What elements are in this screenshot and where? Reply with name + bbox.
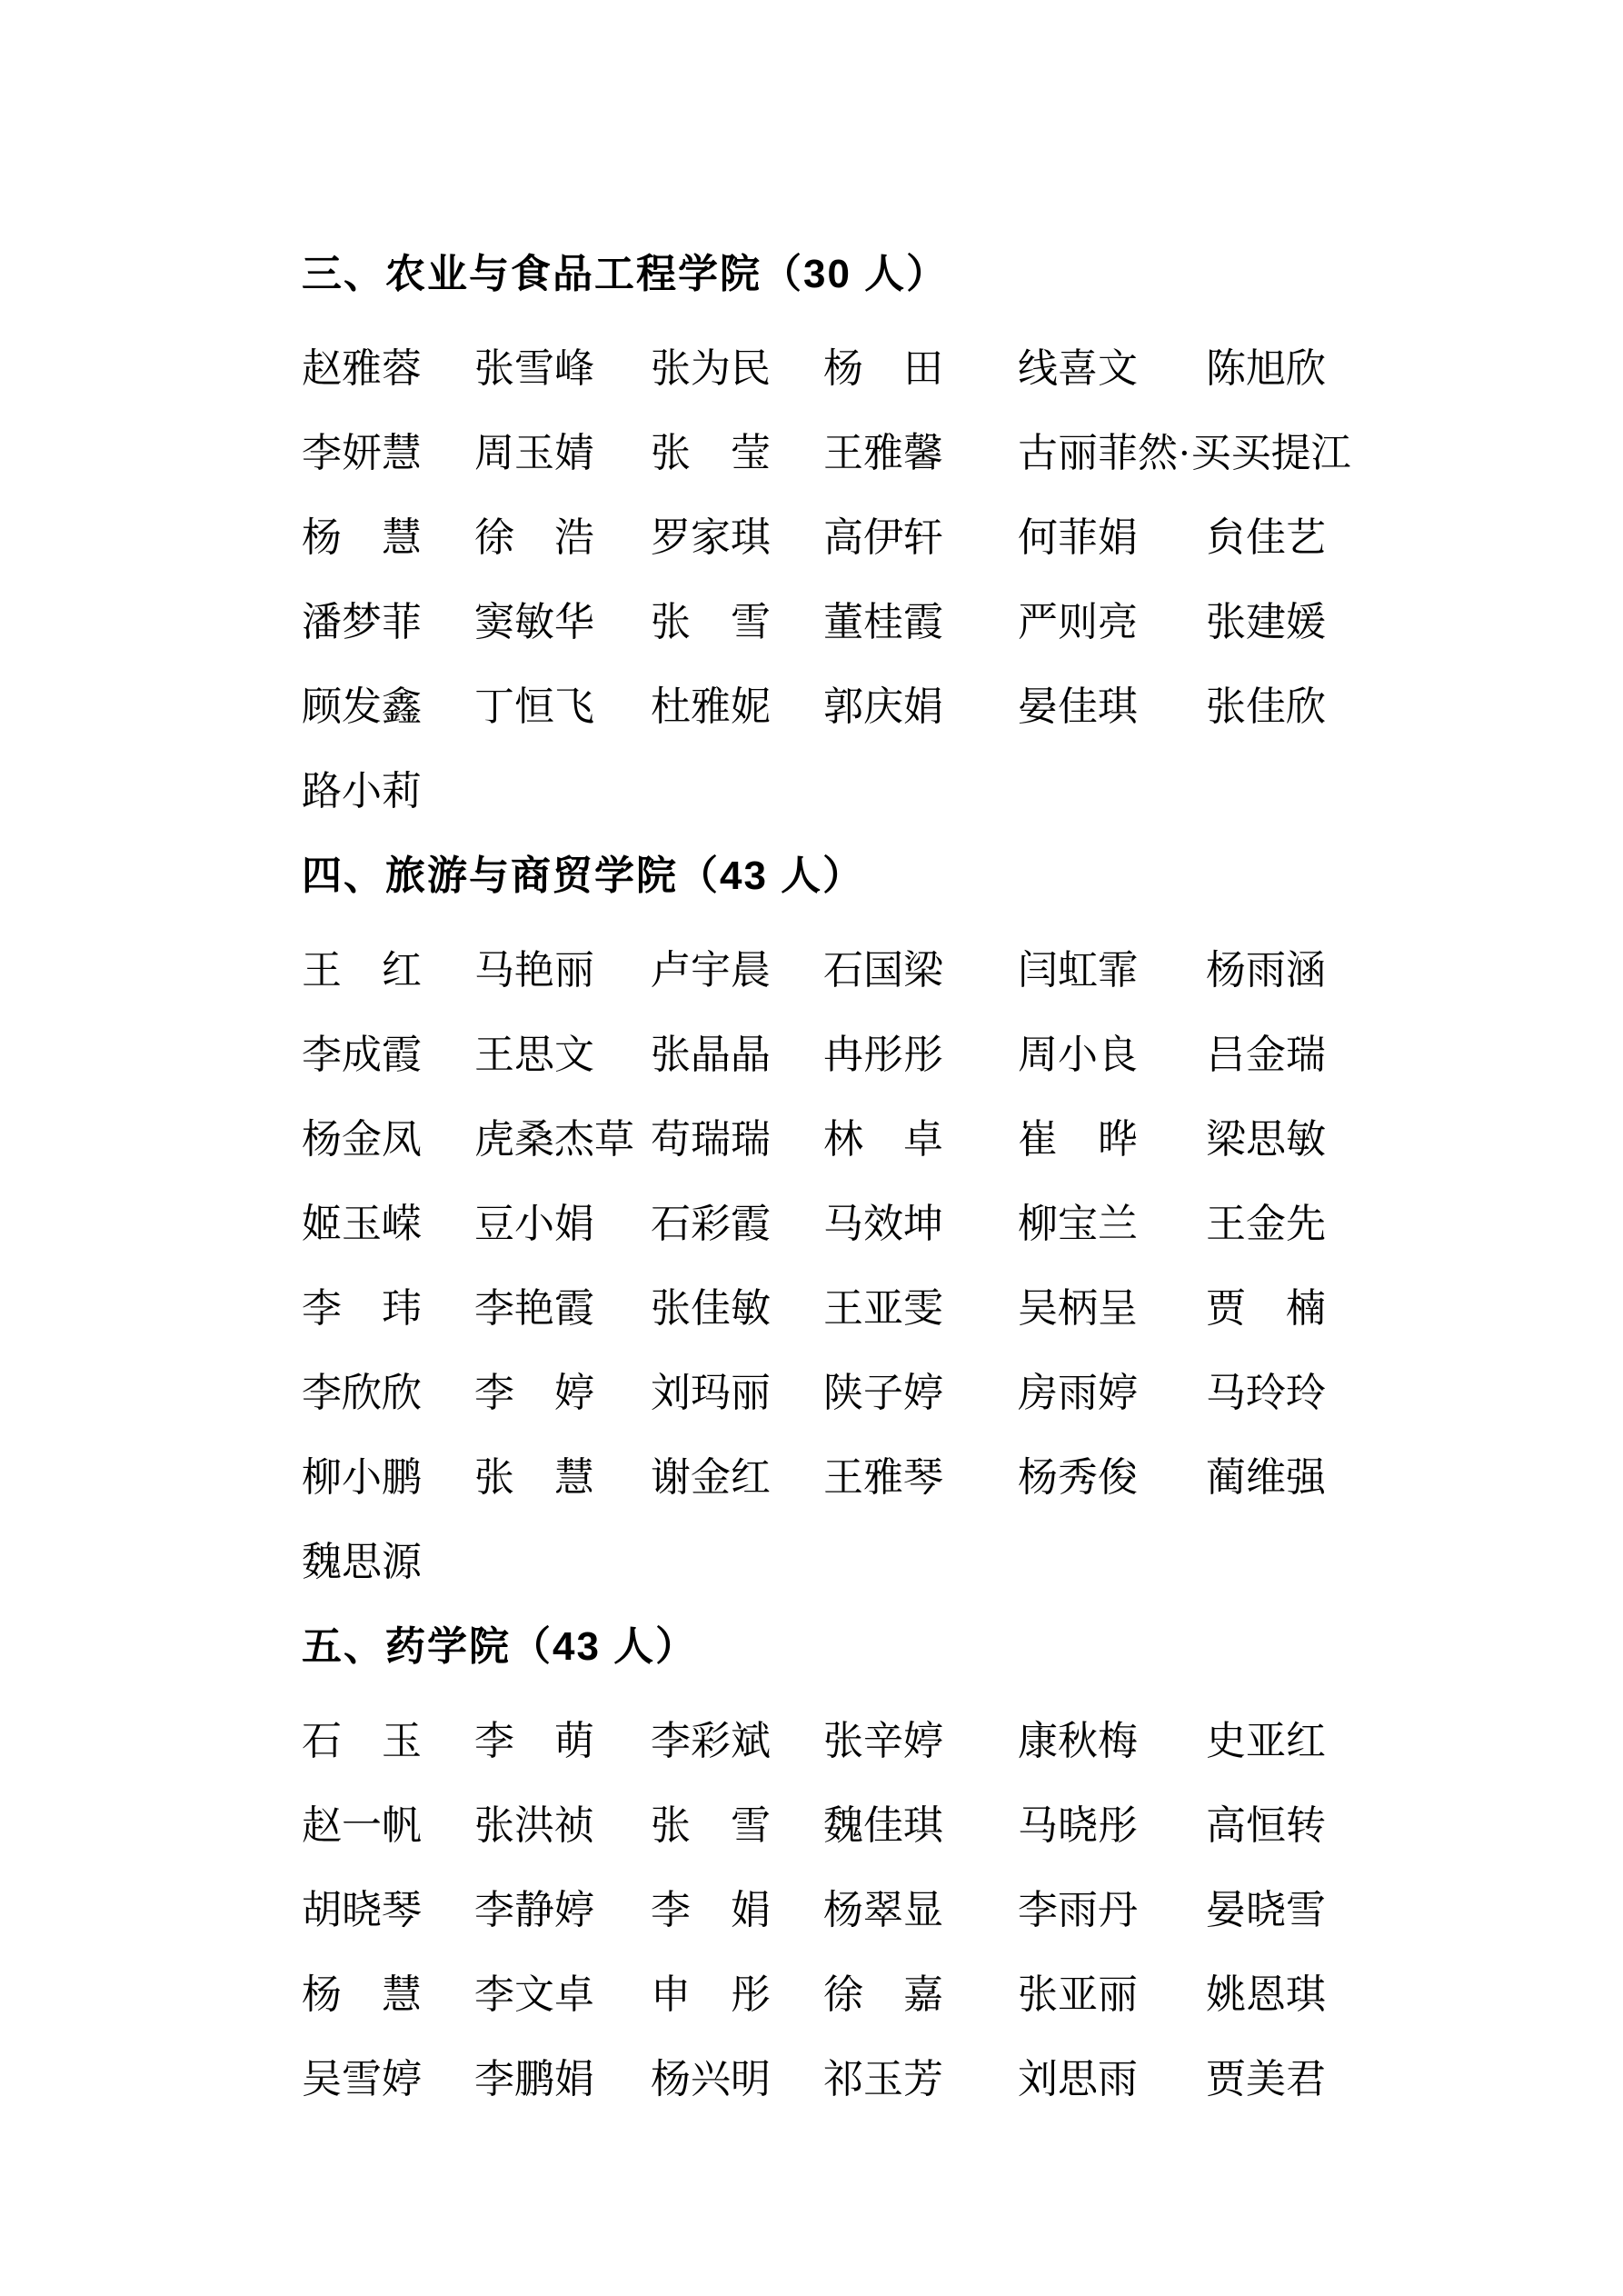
student-name: 吕金瑞	[1206, 1033, 1326, 1077]
student-name: 杨金凤	[302, 1117, 422, 1162]
student-name: 马效坤	[823, 1202, 943, 1246]
student-name: 晏佳琪	[1018, 684, 1138, 729]
student-name: 胡晓琴	[302, 1888, 422, 1932]
student-name: 刘玛丽	[651, 1371, 771, 1415]
student-name: 李静婷	[474, 1888, 594, 1932]
student-name: 梁思敏	[1206, 1117, 1326, 1162]
student-name: 魏思源	[302, 1540, 422, 1584]
student-name: 卢宇晨	[651, 948, 771, 993]
student-name: 康秋梅	[1018, 1719, 1138, 1763]
student-name: 杨 田	[823, 346, 943, 391]
student-name: 史亚红	[1206, 1719, 1326, 1763]
student-name: 徐 嘉	[823, 1972, 943, 2017]
student-name: 张 莹	[651, 431, 771, 475]
student-name: 石彩霞	[651, 1202, 771, 1246]
student-name: 张 雪	[651, 1803, 771, 1848]
student-name: 杨 慧	[302, 1972, 422, 2017]
student-name: 李成霞	[302, 1033, 422, 1077]
student-name: 林 卓	[823, 1117, 943, 1162]
student-name: 魏佳琪	[823, 1803, 943, 1848]
student-name: 杜雅妮	[651, 684, 771, 729]
student-name: 丁恒飞	[474, 684, 594, 729]
student-name: 张为民	[651, 346, 771, 391]
student-name: 杨兴明	[651, 2057, 771, 2101]
student-name: 李 娟	[651, 1888, 771, 1932]
name-row	[302, 1541, 1419, 1625]
section-3	[302, 1625, 1419, 2142]
student-name: 豆小娟	[474, 1202, 594, 1246]
section-title: 四、旅游与商贸学院（43 人）	[302, 854, 865, 898]
student-name: 潘梦菲	[302, 600, 422, 644]
document-content	[302, 253, 1419, 2142]
student-name: 吴柄呈	[1018, 1286, 1138, 1331]
student-name: 石 玉	[302, 1719, 422, 1763]
student-name: 李鹏娟	[474, 2057, 594, 2101]
student-name: 赵一帆	[302, 1803, 422, 1848]
student-name: 王思文	[474, 1033, 594, 1077]
student-name: 高伊轩	[823, 515, 943, 560]
student-name: 张建媛	[1206, 600, 1326, 644]
name-row	[302, 770, 1419, 854]
student-name: 冉彤彤	[823, 1033, 943, 1077]
student-name: 赵雅蓉	[302, 346, 422, 391]
student-name: 王亚雯	[823, 1286, 943, 1331]
student-name: 马晓彤	[1018, 1803, 1138, 1848]
student-name: 柳宝兰	[1018, 1202, 1138, 1246]
student-name: 张洪祯	[474, 1803, 594, 1848]
name-row	[302, 1804, 1419, 1889]
name-row	[302, 2058, 1419, 2142]
student-name: 王雅琴	[823, 1455, 943, 1500]
student-name: 房雨婷	[1018, 1371, 1138, 1415]
student-name: 崔 晔	[1018, 1117, 1138, 1162]
student-name: 祁玉芳	[823, 2057, 943, 2101]
name-row	[302, 1372, 1419, 1456]
student-name: 贠佳艺	[1206, 515, 1326, 560]
student-name: 姬玉嵘	[302, 1202, 422, 1246]
name-row	[302, 1203, 1419, 1287]
student-name: 周玉婧	[474, 431, 594, 475]
student-name: 李雨丹	[1018, 1888, 1138, 1932]
student-name: 张佳敏	[651, 1286, 771, 1331]
name-row	[302, 1973, 1419, 2058]
name-row	[302, 1720, 1419, 1804]
student-name: 石国梁	[823, 948, 943, 993]
student-name: 李 婷	[474, 1371, 594, 1415]
student-name: 虎桑杰草	[474, 1117, 634, 1162]
student-name: 马玲玲	[1206, 1371, 1326, 1415]
student-name: 蔺维强	[1206, 1455, 1326, 1500]
name-row	[302, 1456, 1419, 1541]
student-name: 徐 浩	[474, 515, 594, 560]
student-name: 高恒转	[1206, 1803, 1326, 1848]
student-name: 贾 楠	[1206, 1286, 1326, 1331]
section-title: 五、药学院（43 人）	[302, 1624, 698, 1669]
student-name: 杨雨涵	[1206, 948, 1326, 993]
student-name: 李彩斌	[651, 1719, 771, 1763]
name-row	[302, 516, 1419, 601]
student-name: 张亚丽	[1018, 1972, 1138, 2017]
student-name: 马艳丽	[474, 948, 594, 993]
student-name: 申 彤	[651, 1972, 771, 2017]
student-name: 晏晓雪	[1206, 1888, 1326, 1932]
name-row	[302, 1118, 1419, 1203]
student-name: 陈旭欣	[1206, 346, 1326, 391]
name-row	[302, 1033, 1419, 1118]
student-name: 古丽菲然·买买提江	[1018, 431, 1351, 475]
student-name: 张辛婷	[823, 1719, 943, 1763]
student-name: 王金先	[1206, 1202, 1326, 1246]
student-name: 严则亮	[1018, 600, 1138, 644]
name-row	[302, 1287, 1419, 1372]
student-name: 王雅馨	[823, 431, 943, 475]
student-name: 路小莉	[302, 769, 422, 814]
name-row	[302, 347, 1419, 432]
student-name: 李艳霞	[474, 1286, 594, 1331]
student-name: 王 红	[302, 948, 422, 993]
student-name: 姚恩琪	[1206, 1972, 1326, 2017]
student-name: 李 萌	[474, 1719, 594, 1763]
section-2	[302, 854, 1419, 1625]
section-title: 三、农业与食品工程学院（30 人）	[302, 252, 949, 296]
student-name: 董桂霞	[823, 600, 943, 644]
student-name: 吴雪婷	[302, 2057, 422, 2101]
student-name: 窦敏华	[474, 600, 594, 644]
student-name: 张晶晶	[651, 1033, 771, 1077]
student-name: 李欣欣	[302, 1371, 422, 1415]
name-row	[302, 685, 1419, 770]
name-row	[302, 601, 1419, 685]
student-name: 闫虹霏	[1018, 948, 1138, 993]
student-name: 柳小鹏	[302, 1455, 422, 1500]
student-name: 陕子婷	[823, 1371, 943, 1415]
student-name: 杨 慧	[302, 515, 422, 560]
name-row	[302, 1889, 1419, 1973]
student-name: 顾发鑫	[302, 684, 422, 729]
student-name: 张 雪	[651, 600, 771, 644]
student-name: 李妍慧	[302, 431, 422, 475]
student-name: 张 慧	[474, 1455, 594, 1500]
student-name: 贾美君	[1206, 2057, 1326, 2101]
name-row	[302, 949, 1419, 1033]
student-name: 张雪峰	[474, 346, 594, 391]
student-name: 何菲娟	[1018, 515, 1138, 560]
student-name: 杨秀俊	[1018, 1455, 1138, 1500]
name-row	[302, 432, 1419, 516]
student-name: 线喜文	[1018, 346, 1138, 391]
student-name: 李 玮	[302, 1286, 422, 1331]
student-name: 郭庆娟	[823, 684, 943, 729]
student-name: 谢金红	[651, 1455, 771, 1500]
student-name: 刘思雨	[1018, 2057, 1138, 2101]
student-name: 张佳欣	[1206, 684, 1326, 729]
student-name: 罗家琪	[651, 515, 771, 560]
student-name: 杨翠显	[823, 1888, 943, 1932]
section-1	[302, 253, 1419, 854]
student-name: 李文卓	[474, 1972, 594, 2017]
student-name: 苟瑞瑞	[651, 1117, 771, 1162]
student-name: 周小良	[1018, 1033, 1138, 1077]
